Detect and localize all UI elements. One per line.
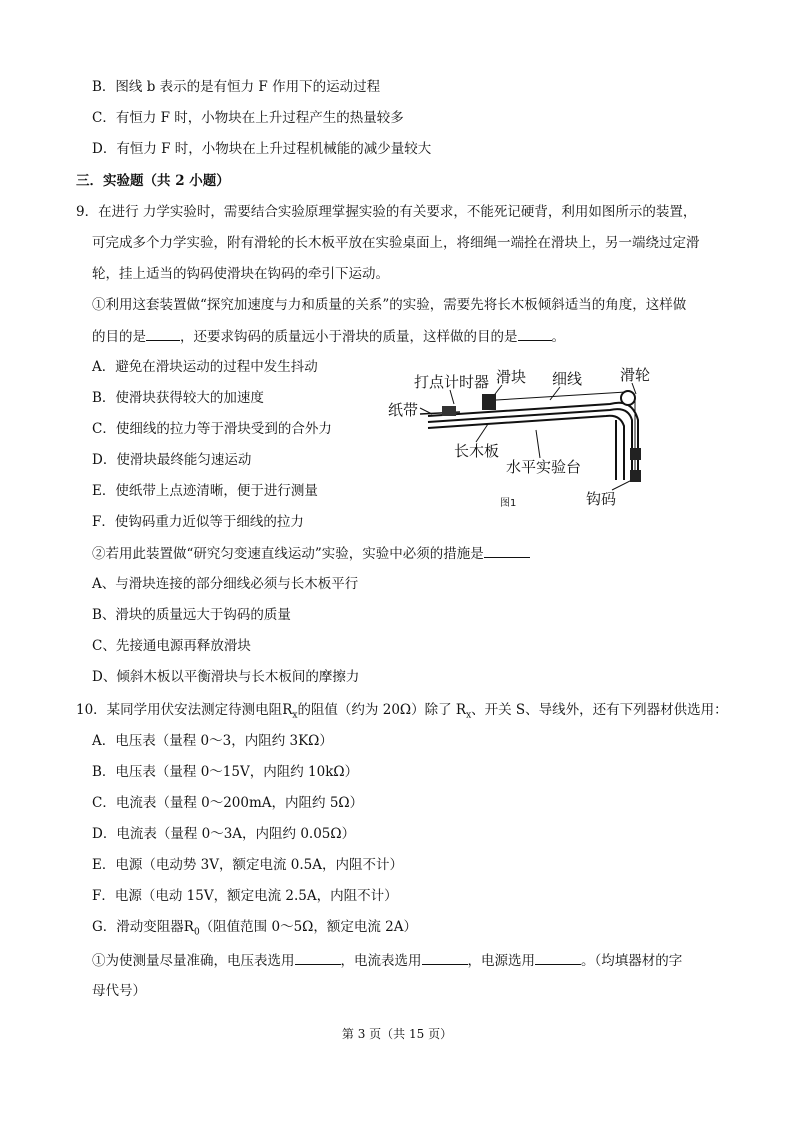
q10-option-b: B．电压表（量程 0～15V，内阻约 10kΩ） (92, 764, 359, 780)
q10-stem-c: 、开关 S、导线外，还有下列器材供选用： (471, 702, 728, 718)
label-table: 水平实验台 (506, 458, 582, 476)
q10-option-g-sub: 0 (193, 927, 200, 938)
q10-stem-sub2: x (466, 710, 472, 721)
q9-stem-line-2: 可完成多个力学实验，附有滑轮的长木板平放在实验桌面上，将细绳一端拴在滑块上，另一端绕过定滑 (92, 235, 700, 251)
q9-part2-text: ②若用此装置做“研究匀变速直线运动”实验，实验中必须的措施是 (92, 546, 484, 562)
q10-option-f: F．电源（电动 15V，额定电流 2.5A，内阻不计） (92, 888, 398, 904)
q10-option-e: E．电源（电动势 3V，额定电流 0.5A，内阻不计） (92, 857, 403, 873)
q10-option-g (92, 917, 417, 943)
q9-part1-text-c: 。 (551, 329, 565, 345)
q9-option-c: C．使细线的拉力等于滑块受到的合外力 (92, 421, 332, 437)
q10-stem-sub: x (292, 710, 298, 721)
q9-stem-line-3: 轮，挂上适当的钩码使滑块在钩码的牵引下运动。 (92, 266, 389, 282)
label-timer: 打点计时器 (414, 373, 490, 391)
q8-option-d: D．有恒力 F 时，小物块在上升过程机械能的减少量较大 (92, 141, 432, 157)
q9-option-f: F．使钩码重力近似等于细线的拉力 (92, 514, 304, 530)
q8-option-c: C．有恒力 F 时，小物块在上升过程产生的热量较多 (92, 110, 404, 126)
q9-part1-line-1: ①利用这套装置做“探究加速度与力和质量的关系”的实验，需要先将长木板倾斜适当的角度，这样做 (92, 297, 687, 313)
apparatus-figure (380, 360, 690, 525)
q10-answer-blank-voltmeter[interactable] (295, 950, 341, 965)
q9-part2-option-d: D、倾斜木板以平衡滑块与长木板间的摩擦力 (92, 669, 360, 685)
q9-stem-line-1: 9．在进行 力学实验时，需要结合实验原理掌握实验的有关要求，不能死记硬背，利用如图所示的装置， (76, 204, 697, 220)
q10-part1-d: 。（均填器材的字 (581, 953, 683, 969)
q9-option-b: B．使滑块获得较大的加速度 (92, 390, 264, 406)
weight-2 (630, 470, 641, 482)
q10-option-g-b: （阻值范围 0～5Ω，额定电流 2A） (199, 919, 417, 935)
label-pulley: 滑轮 (620, 366, 651, 384)
q10-part1-c: ，电源选用 (467, 953, 535, 969)
q9-option-e: E．使纸带上点迹清晰，便于进行测量 (92, 483, 318, 499)
figure-caption: 图1 (500, 498, 517, 509)
q9-option-a: A．避免在滑块运动的过程中发生抖动 (92, 359, 318, 375)
q8-option-b: B．图线 b 表示的是有恒力 F 作用下的运动过程 (92, 79, 381, 95)
q10-option-c: C．电流表（量程 0～200mA，内阻约 5Ω） (92, 795, 364, 811)
q10-part1-a: ①为使测量尽量准确，电压表选用 (92, 953, 295, 969)
q9-part2-option-c: C、先接通电源再释放滑块 (92, 638, 251, 654)
pulley-wheel (621, 391, 635, 405)
q9-part2-option-a: A、与滑块连接的部分细线必须与长木板平行 (92, 576, 359, 592)
timer-block (442, 406, 456, 416)
section-title: 三．实验题（共 2 小题） (76, 173, 230, 189)
q9-part1-text-b: ，还要求钩码的质量远小于滑块的质量，这样做的目的是 (180, 329, 518, 345)
q10-stem-b: 的阻值（约为 20Ω）除了 R (297, 702, 467, 718)
q10-part1-line-2: 母代号） (92, 983, 146, 999)
weight-1 (630, 448, 641, 460)
label-weights: 钩码 (586, 490, 617, 508)
q10-answer-blank-ammeter[interactable] (422, 950, 468, 965)
q10-part1-line-1 (92, 950, 682, 971)
q9-option-d: D．使滑块最终能匀速运动 (92, 452, 252, 468)
q10-part1-b: ，电流表选用 (340, 953, 422, 969)
q10-option-a: A．电压表（量程 0～3，内阻约 3KΩ） (92, 733, 333, 749)
slider-block (482, 394, 496, 410)
string-line (496, 392, 626, 400)
q10-answer-blank-source[interactable] (535, 950, 581, 965)
q10-option-d: D．电流表（量程 0～3A，内阻约 0.05Ω） (92, 826, 356, 842)
q10-stem (76, 700, 728, 726)
label-string: 细线 (552, 370, 583, 388)
page-footer: 第 3 页（共 15 页） (341, 1027, 453, 1041)
q9-part1-text-a: 的目的是 (92, 329, 146, 345)
label-board: 长木板 (454, 442, 500, 460)
q9-part2-option-b: B、滑块的质量远大于钩码的质量 (92, 607, 291, 623)
q9-part2-stem (92, 543, 530, 564)
label-tape: 纸带 (388, 401, 419, 419)
q9-answer-blank-2[interactable] (518, 326, 552, 341)
q10-stem-a: 10．某同学用伏安法测定待测电阻 (76, 702, 283, 718)
q9-part1-line-2 (92, 326, 565, 347)
q10-option-g-a: G．滑动变阻器R (92, 919, 194, 935)
q10-stem-r: R (282, 702, 293, 718)
q9-answer-blank-1[interactable] (146, 326, 180, 341)
label-slider: 滑块 (496, 368, 527, 386)
q9-answer-blank-3[interactable] (484, 543, 530, 558)
